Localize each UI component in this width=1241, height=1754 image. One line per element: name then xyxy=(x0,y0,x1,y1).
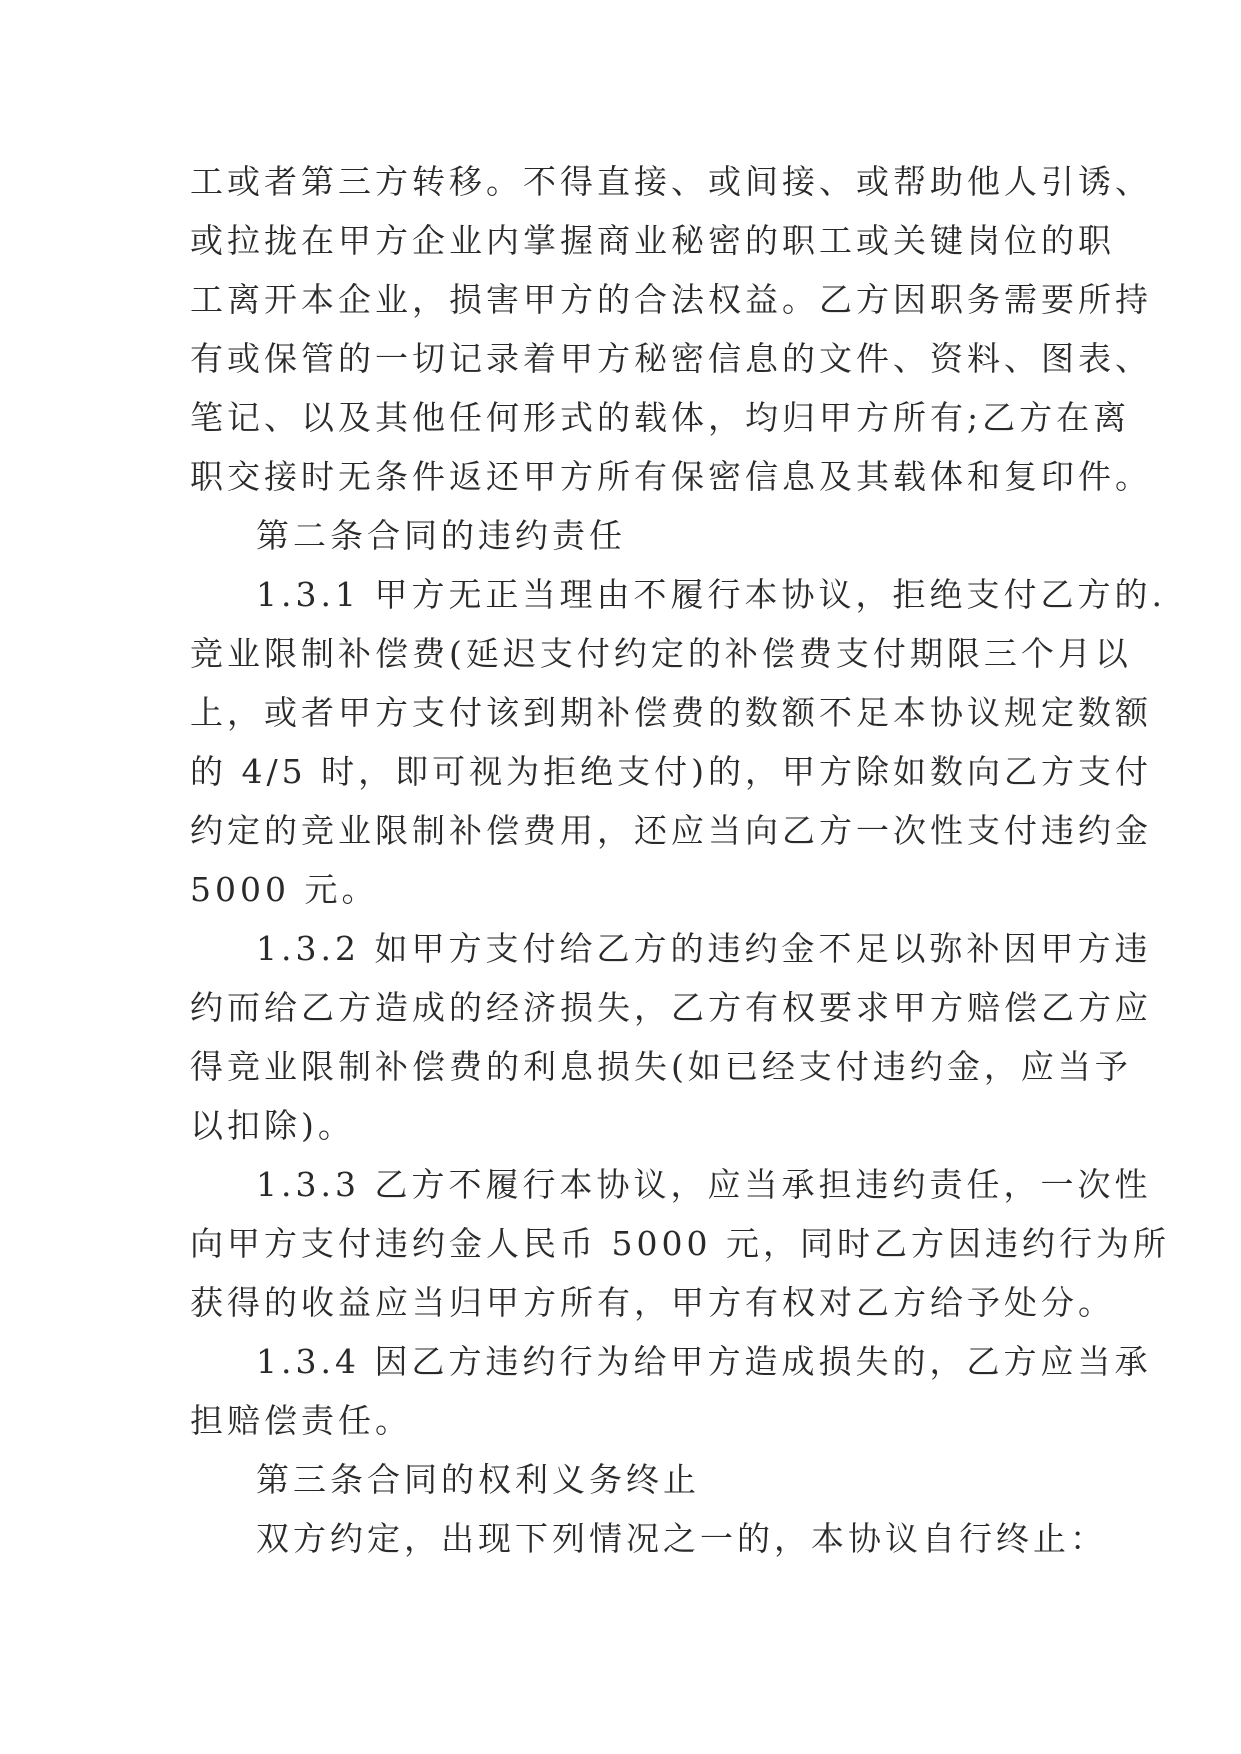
text-line: 第二条合同的违约责任 xyxy=(256,516,626,555)
text-line: 以扣除)。 xyxy=(190,1106,355,1145)
text-line: 第三条合同的权利义务终止 xyxy=(256,1460,700,1499)
text-line: 5000 元。 xyxy=(190,870,379,909)
text-line: 1.3.2 如甲方支付给乙方的违约金不足以弥补因甲方违 xyxy=(256,929,1152,968)
paragraph-clause-1-3-3 xyxy=(190,1155,1170,1332)
paragraph-confidentiality xyxy=(190,152,1152,506)
text-line: 上，或者甲方支付该到期补偿费的数额不足本协议规定数额 xyxy=(190,693,1152,732)
section-heading-article-3 xyxy=(190,1450,1070,1509)
text-line: 笔记、以及其他任何形式的载体，均归甲方所有;乙方在离 xyxy=(190,398,1131,437)
text-line: 担赔偿责任。 xyxy=(190,1401,412,1440)
paragraph-termination-intro xyxy=(190,1509,1107,1568)
text-line: 工或者第三方转移。不得直接、或间接、或帮助他人引诱、 xyxy=(190,162,1152,201)
text-line: 约而给乙方造成的经济损失，乙方有权要求甲方赔偿乙方应 xyxy=(190,988,1152,1027)
text-line: 工离开本企业，损害甲方的合法权益。乙方因职务需要所持 xyxy=(190,280,1152,319)
paragraph-clause-1-3-2 xyxy=(190,919,1152,1155)
text-line: 得竞业限制补偿费的利息损失(如已经支付违约金，应当予 xyxy=(190,1047,1132,1086)
text-line: 的 4/5 时，即可视为拒绝支付)的，甲方除如数向乙方支付 xyxy=(190,752,1152,791)
paragraph-clause-1-3-1 xyxy=(190,565,1166,919)
text-line: 约定的竞业限制补偿费用，还应当向乙方一次性支付违约金 xyxy=(190,811,1152,850)
text-line: 职交接时无条件返还甲方所有保密信息及其载体和复印件。 xyxy=(190,457,1152,496)
text-line: 1.3.1 甲方无正当理由不履行本协议，拒绝支付乙方的. xyxy=(256,575,1166,614)
paragraph-clause-1-3-4 xyxy=(190,1332,1152,1450)
section-heading-article-2 xyxy=(190,506,1070,565)
text-line: 1.3.4 因乙方违约行为给甲方造成损失的，乙方应当承 xyxy=(256,1342,1152,1381)
document-body xyxy=(190,152,1170,1568)
text-line: 1.3.3 乙方不履行本协议，应当承担违约责任，一次性 xyxy=(256,1165,1152,1204)
text-line: 双方约定，出现下列情况之一的，本协议自行终止： xyxy=(256,1519,1107,1558)
text-line: 竞业限制补偿费(延迟支付约定的补偿费支付期限三个月以 xyxy=(190,634,1132,673)
text-line: 或拉拢在甲方企业内掌握商业秘密的职工或关键岗位的职 xyxy=(190,221,1115,260)
text-line: 有或保管的一切记录着甲方秘密信息的文件、资料、图表、 xyxy=(190,339,1152,378)
text-line: 向甲方支付违约金人民币 5000 元，同时乙方因违约行为所 xyxy=(190,1224,1170,1263)
text-line: 获得的收益应当归甲方所有，甲方有权对乙方给予处分。 xyxy=(190,1283,1115,1322)
